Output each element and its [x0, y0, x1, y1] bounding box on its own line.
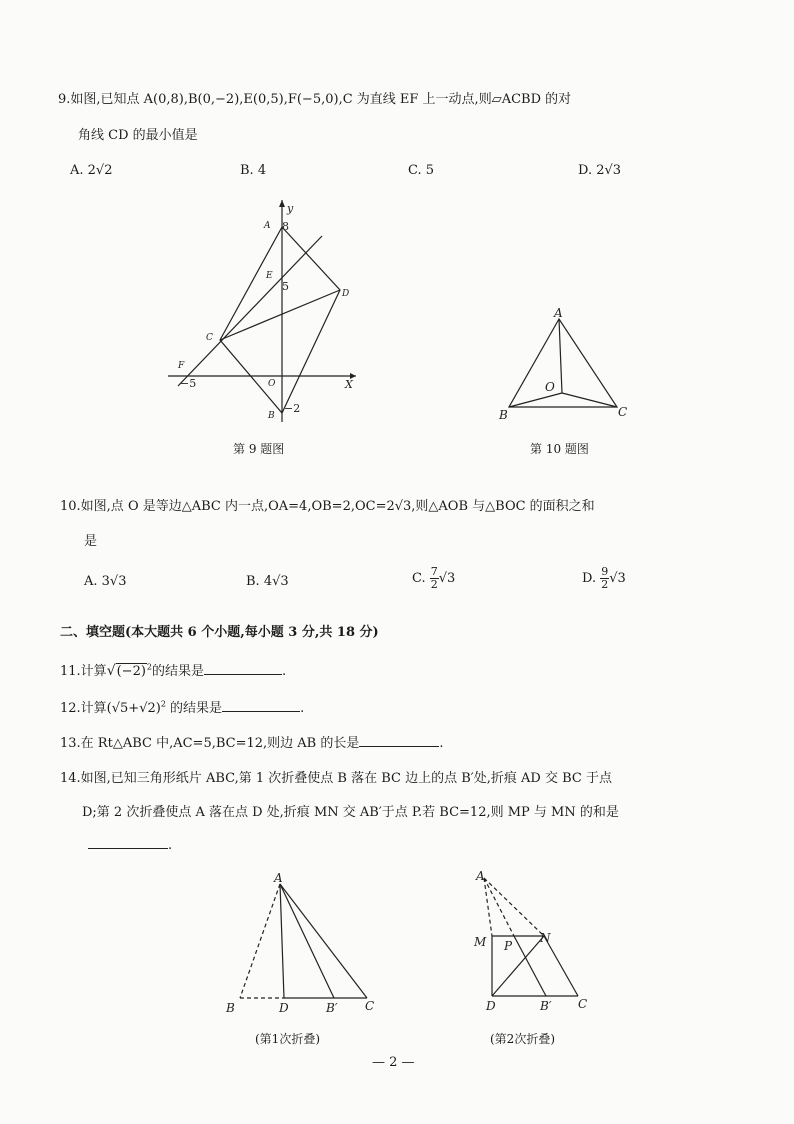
fig9-label-d: D — [342, 289, 350, 299]
q9-line2: 角线 CD 的最小值是 — [78, 128, 198, 143]
q10-option-d: D. $\frac{9}{2}$ √3 — [582, 565, 626, 591]
fig9-label-a: A — [264, 221, 271, 231]
figure-14-fold-2 — [468, 866, 608, 1026]
fig14a-label-d: D — [279, 1001, 289, 1015]
q14-line2: D;第 2 次折叠使点 A 落在点 D 处,折痕 MN 交 AB′于点 P.若 BC=12,则 MP 与 MN 的和是 — [82, 805, 619, 820]
page-number: — 2 — — [372, 1055, 415, 1070]
q10-option-d-fraction: $\frac{9}{2}$ — [601, 565, 609, 591]
fig14a-label-b: B — [226, 1001, 235, 1015]
figure-9-caption: 第 9 题图 — [233, 442, 285, 456]
q9-option-c: C. 5 — [408, 163, 435, 178]
fig10-label-a: A — [554, 306, 563, 320]
figure-10-caption: 第 10 题图 — [530, 442, 589, 456]
q10-option-c-fraction: $\frac{7}{2}$ — [430, 565, 438, 591]
q11: 11.计算$√(-2)^2$的结果是 . — [60, 662, 287, 679]
fig14b-label-m: M — [474, 935, 487, 949]
figure-14-fold-2-caption: (第2次折叠) — [490, 1032, 555, 1046]
fig9-value-minus2: −2 — [284, 402, 301, 415]
fig14b-label-p: P — [504, 939, 513, 953]
fig9-value-5: 5 — [282, 280, 289, 293]
fig10-label-b: B — [499, 408, 508, 422]
fig10-label-c: C — [618, 405, 628, 419]
fig9-label-b: B — [268, 411, 275, 421]
fig9-label-f: F — [178, 361, 185, 371]
fig14b-label-bprime: B′ — [540, 999, 552, 1013]
q9-option-d: D. 2√3 — [578, 163, 622, 178]
q10-option-c: C. $\frac{7}{2}$ √3 — [412, 565, 456, 591]
fig14a-label-bprime: B′ — [326, 1001, 338, 1015]
fig14a-label-a: A — [274, 871, 283, 885]
fig9-label-y: y — [287, 202, 294, 215]
q9-option-b: B. 4 — [240, 163, 267, 178]
fig10-label-o: O — [545, 380, 555, 394]
fig14b-label-d: D — [486, 999, 496, 1013]
q14-answer-blank — [88, 847, 168, 849]
fig9-value-8: 8 — [282, 220, 289, 233]
section-2-heading: 二、填空题(本大题共 6 个小题,每小题 3 分,共 18 分) — [60, 625, 379, 640]
fig9-label-e: E — [266, 271, 273, 281]
fig9-value-minus5: −5 — [180, 377, 197, 390]
figure-14-fold-1 — [222, 866, 392, 1026]
q13: 13.在 Rt△ABC 中,AC=5,BC=12,则边 AB 的长是 . — [60, 736, 444, 751]
fig14b-label-n: N — [540, 931, 551, 945]
fig9-label-c: C — [206, 333, 213, 343]
figure-14-fold-1-caption: (第1次折叠) — [255, 1032, 320, 1046]
q12-answer-blank — [222, 710, 300, 712]
fig14a-label-c: C — [365, 999, 375, 1013]
q13-answer-blank — [359, 745, 439, 747]
q14-line1: 14.如图,已知三角形纸片 ABC,第 1 次折叠使点 B 落在 BC 边上的点 B′处,折痕 AD 交 BC 于点 — [60, 771, 612, 786]
q10-option-a: A. 3√3 — [84, 574, 127, 589]
fig9-label-o: O — [268, 379, 276, 389]
q10-option-b: B. 4√3 — [246, 574, 289, 589]
figure-10 — [495, 305, 635, 425]
q9-option-a: A. 2√2 — [70, 163, 113, 178]
figure-9 — [160, 190, 370, 430]
fig9-label-x: X — [345, 378, 353, 391]
q10-line2: 是 — [84, 534, 98, 549]
q11-answer-blank — [204, 673, 282, 675]
q14-line3: . — [88, 838, 172, 853]
fig14b-label-a: A — [476, 869, 485, 883]
fig14b-label-c: C — [578, 997, 588, 1011]
q12: 12.计算$(√5+√2)^2$ 的结果是 . — [60, 699, 305, 716]
q9-line1: 9.如图,已知点 A(0,8),B(0,−2),E(0,5),F(−5,0),C 为直线 EF 上一动点,则▱ACBD 的对 — [58, 92, 572, 107]
q10-line1: 10.如图,点 O 是等边△ABC 内一点,OA=4,OB=2,OC=2√3,则△AOB 与△BOC 的面积之和 — [60, 499, 595, 514]
